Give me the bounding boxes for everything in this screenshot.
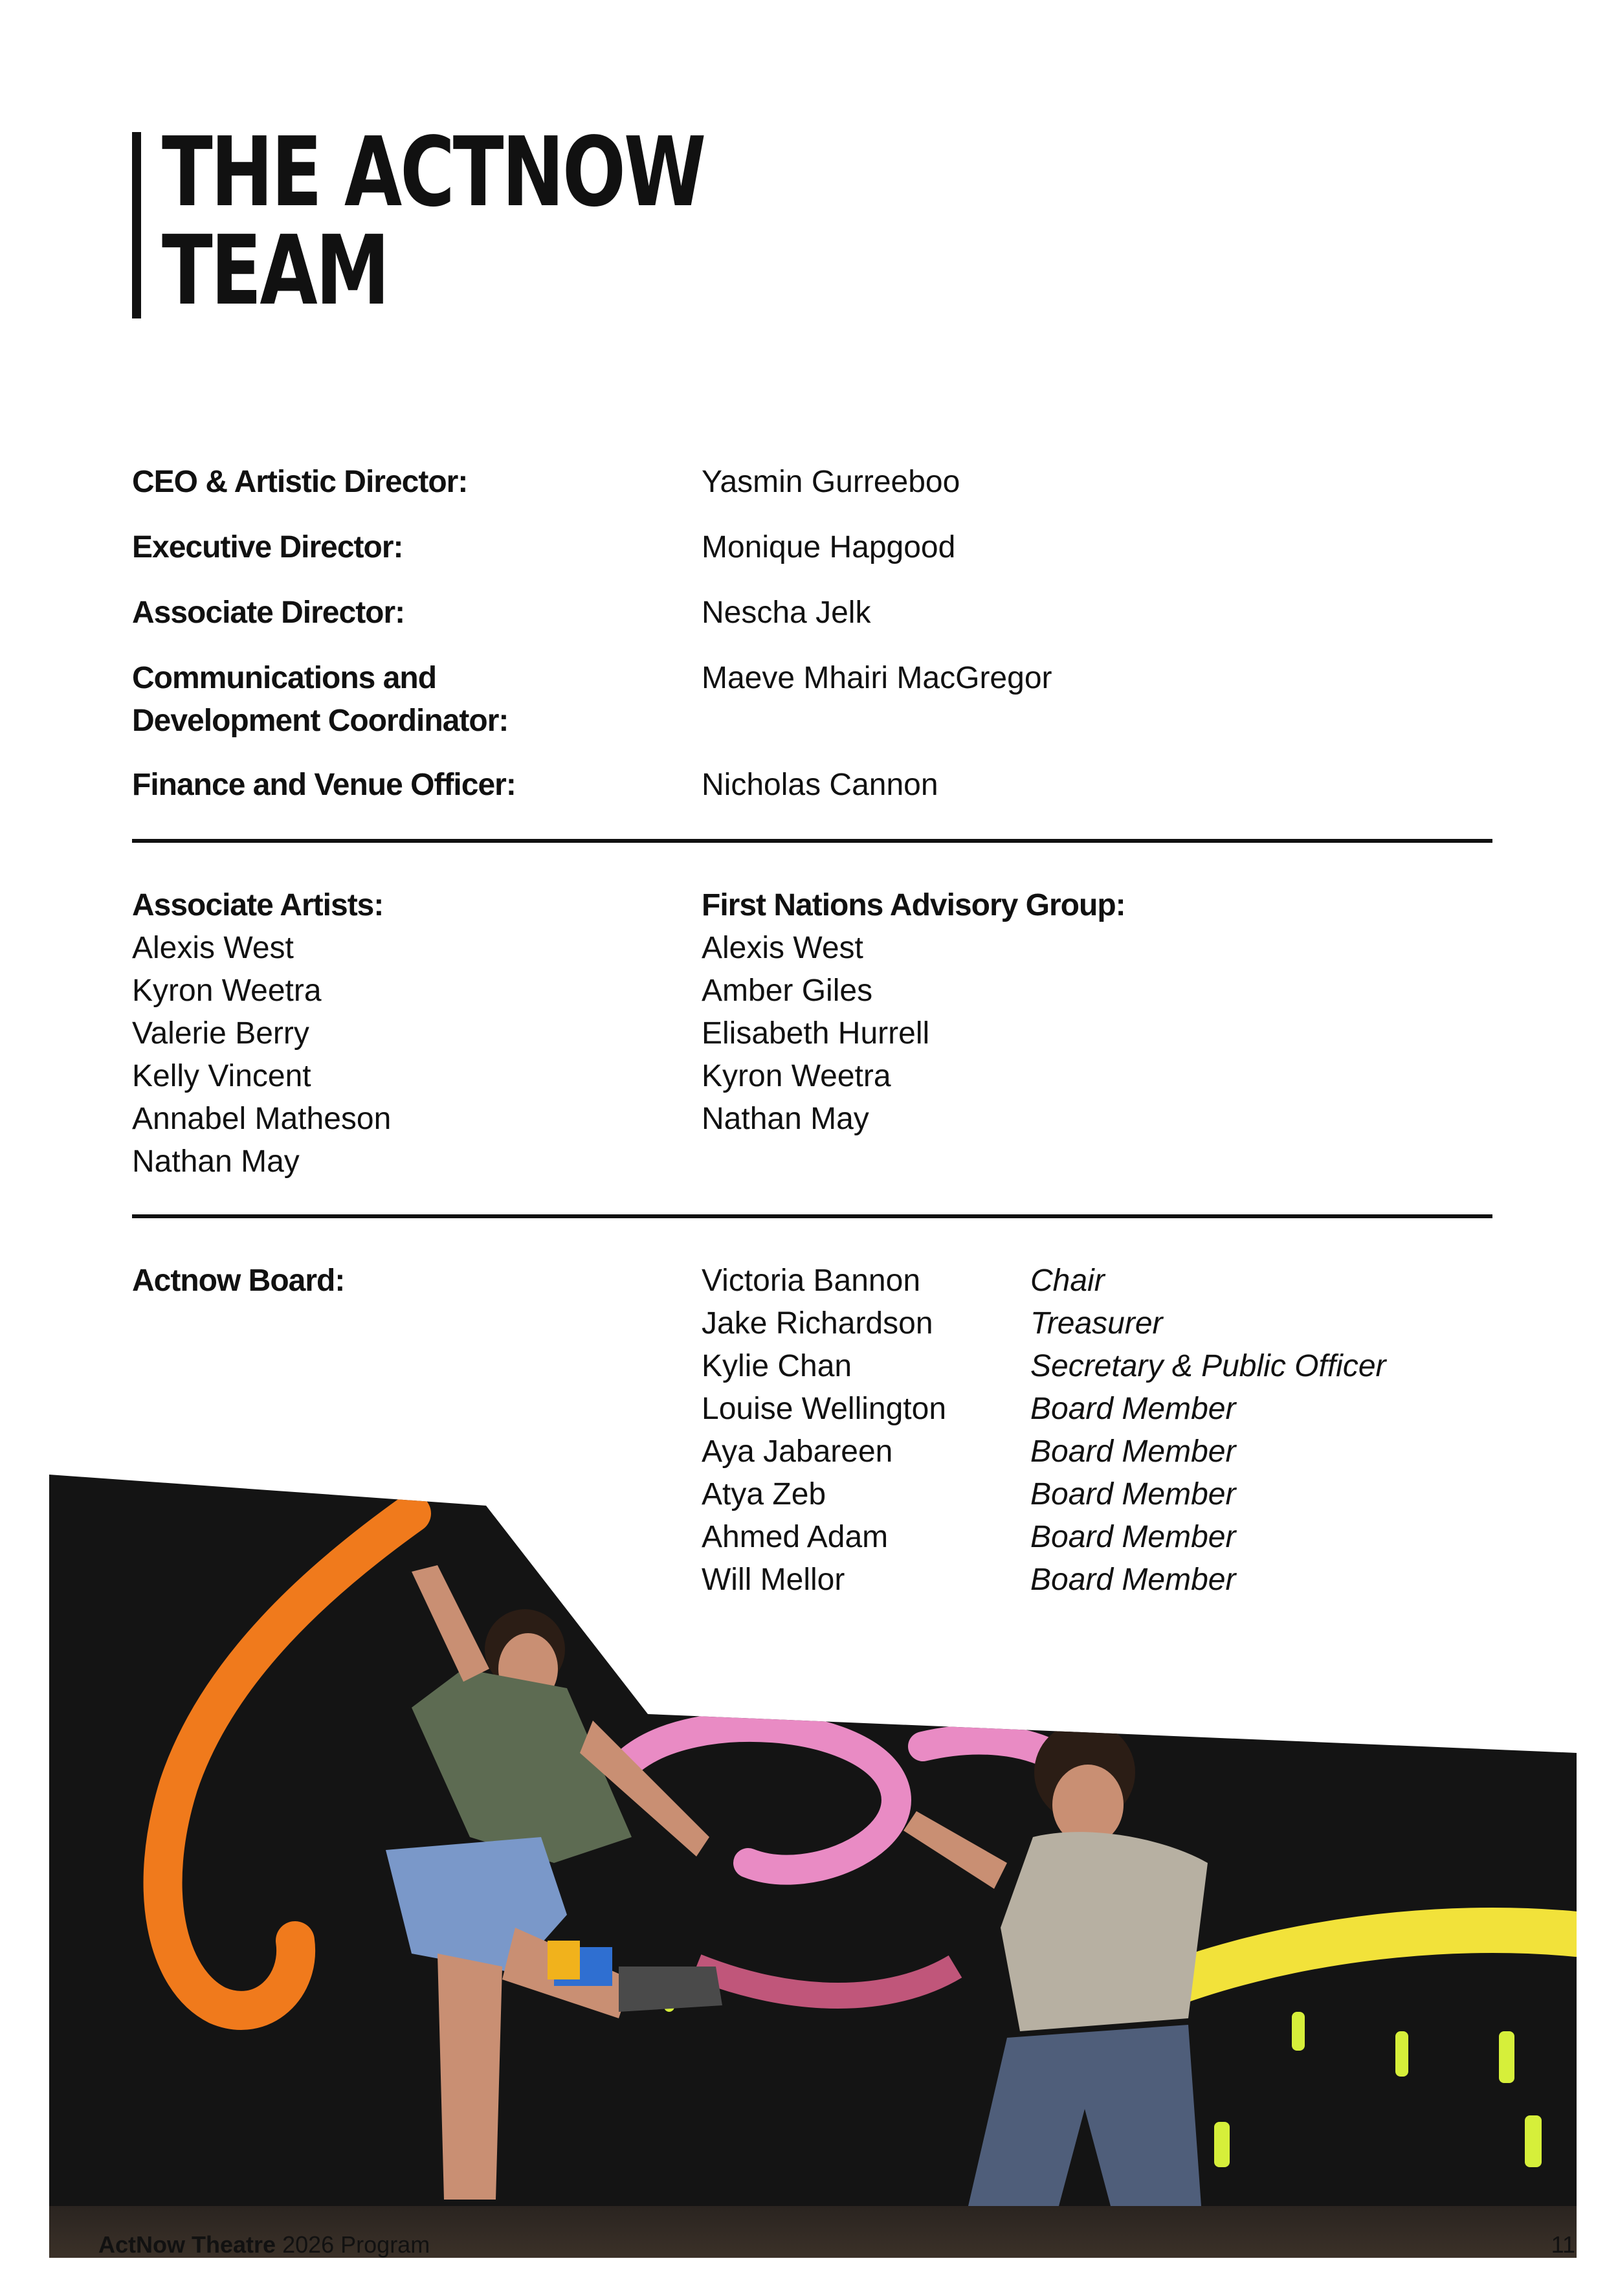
list-item: Elisabeth Hurrell: [702, 1016, 930, 1051]
board-member-role: Board Member: [1030, 1563, 1236, 1597]
first-nations-list: [702, 927, 1125, 1141]
list-item: Nathan May: [132, 1144, 300, 1179]
board-name-list: [702, 1260, 946, 1601]
title-accent-bar: [132, 132, 141, 318]
footer-program: 2026 Program: [282, 2231, 430, 2258]
section-divider: [132, 839, 1492, 843]
board-heading-wrap: [132, 1260, 344, 1302]
list-item: Alexis West: [132, 931, 294, 965]
board-member-role: Secretary & Public Officer: [1030, 1349, 1386, 1383]
associate-artists-list: [132, 927, 391, 1183]
board-member-role: Board Member: [1030, 1477, 1236, 1511]
first-nations-section: [702, 884, 1125, 1141]
board-member-role: Board Member: [1030, 1520, 1236, 1554]
list-item: Annabel Matheson: [132, 1102, 392, 1136]
board-names: [702, 1260, 946, 1601]
associate-artists-section: [132, 884, 391, 1183]
staff-role: [132, 657, 663, 742]
board-member-name: Kylie Chan: [702, 1349, 852, 1383]
staff-role: Finance and Venue Officer:: [132, 768, 516, 802]
list-item: Valerie Berry: [132, 1016, 309, 1051]
associate-artists-heading: Associate Artists:: [132, 888, 384, 922]
staff-role: Associate Director:: [132, 596, 405, 630]
board-member-name: Aya Jabareen: [702, 1434, 893, 1469]
first-nations-heading: First Nations Advisory Group:: [702, 888, 1125, 922]
board-member-role: Board Member: [1030, 1434, 1236, 1469]
board-member-role: Treasurer: [1030, 1306, 1163, 1341]
staff-name: Monique Hapgood: [702, 530, 956, 564]
page-title-line-1: THE ACTNOW: [162, 117, 705, 228]
staff-role-line-2: Development Coordinator:: [132, 704, 509, 738]
board-heading: Actnow Board:: [132, 1264, 345, 1298]
board-member-role: Chair: [1030, 1264, 1105, 1298]
staff-name: Nescha Jelk: [702, 596, 871, 630]
board-member-role: Board Member: [1030, 1392, 1236, 1426]
staff-role: CEO & Artistic Director:: [132, 465, 468, 499]
staff-role-line-1: Communications and: [132, 661, 437, 695]
board-role-list: [1030, 1260, 1386, 1601]
page-title-line-2: TEAM: [162, 215, 388, 326]
page-number: 11: [1551, 2231, 1575, 2258]
board-member-name: Ahmed Adam: [702, 1520, 889, 1554]
staff-name: Yasmin Gurreeboo: [702, 465, 960, 499]
footer-brand: ActNow Theatre: [98, 2231, 276, 2258]
page-title: [162, 117, 705, 326]
board-member-name: Louise Wellington: [702, 1392, 947, 1426]
board-member-name: Atya Zeb: [702, 1477, 826, 1511]
list-item: Kyron Weetra: [702, 1059, 891, 1093]
list-item: Alexis West: [702, 931, 863, 965]
staff-name: Maeve Mhairi MacGregor: [702, 661, 1052, 695]
page-footer: [98, 2230, 430, 2260]
list-item: Kyron Weetra: [132, 974, 322, 1008]
staff-name: Nicholas Cannon: [702, 768, 938, 802]
list-item: Amber Giles: [702, 974, 873, 1008]
list-item: Nathan May: [702, 1102, 869, 1136]
board-member-name: Will Mellor: [702, 1563, 845, 1597]
board-member-name: Jake Richardson: [702, 1306, 933, 1341]
board-roles: [1030, 1260, 1386, 1601]
section-divider: [132, 1214, 1492, 1218]
staff-role: Executive Director:: [132, 530, 403, 564]
list-item: Kelly Vincent: [132, 1059, 311, 1093]
board-member-name: Victoria Bannon: [702, 1264, 921, 1298]
